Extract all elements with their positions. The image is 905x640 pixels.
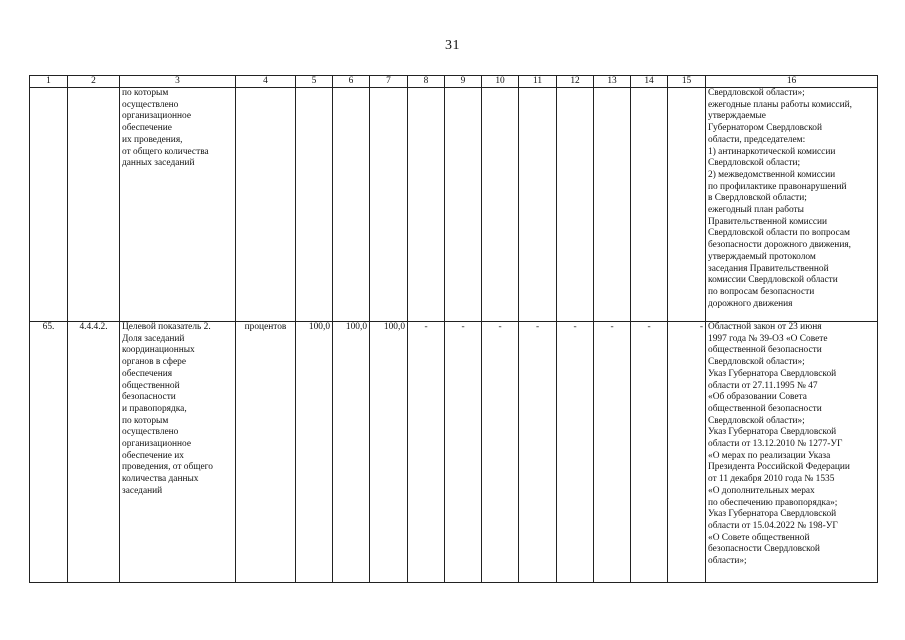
header-cell: 12: [557, 76, 594, 88]
value-cell: -: [668, 322, 706, 583]
value-cell: [594, 88, 631, 322]
value-cell: [519, 88, 557, 322]
value-cell: [631, 88, 668, 322]
table-row: [30, 88, 878, 322]
value-cell: [370, 88, 408, 322]
value-cell: 100,0: [370, 322, 408, 583]
value-cell: 100,0: [296, 322, 333, 583]
header-cell: 2: [68, 76, 120, 88]
page-number: 31: [445, 38, 460, 53]
header-cell: 4: [236, 76, 296, 88]
legal-source-cell: Областной закон от 23 июня 1997 года № 39-ОЗ «О Совете общественной безопасности Свердловской области»; Указ Губернатора Свердловской области от 27.11.1995 № 47 «Об образовании Совета общественной безопасности Свердловской области»; Указ Губернатора Свердловской области от 13.12.2010 № 1277-УГ «О мерах по реализации Указа Президента Российской Федерации от 11 декабря 2010 года № 1535 «О дополнительных мерах по обеспечению правопорядка»; Указ Губернатора Свердловской области от 15.04.2022 № 198-УГ «О Совете общественной безопасности Свердловской области»;: [706, 322, 878, 583]
header-cell: 15: [668, 76, 706, 88]
row-code-cell: 4.4.4.2.: [68, 322, 120, 583]
value-cell: -: [445, 322, 482, 583]
value-cell: [445, 88, 482, 322]
value-cell: [557, 88, 594, 322]
header-cell: 14: [631, 76, 668, 88]
table-row: [30, 322, 878, 583]
indicator-description-cell: Целевой показатель 2. Доля заседаний координационных органов в сфере обеспечения общественной безопасности и правопорядка, по которым осуществлено организационное обеспечение их проведения, от общего количества данных заседаний: [120, 322, 236, 583]
header-cell: 6: [333, 76, 370, 88]
value-cell: [333, 88, 370, 322]
header-cell: 8: [408, 76, 445, 88]
header-cell: 11: [519, 76, 557, 88]
header-cell: 9: [445, 76, 482, 88]
value-cell: [482, 88, 519, 322]
value-cell: [668, 88, 706, 322]
row-code-cell: [68, 88, 120, 322]
indicator-description-cell: по которым осуществлено организационное обеспечение их проведения, от общего количества данных заседаний: [120, 88, 236, 322]
value-cell: -: [557, 322, 594, 583]
unit-cell: процентов: [236, 322, 296, 583]
header-cell: 5: [296, 76, 333, 88]
legal-source-cell: Свердловской области»; ежегодные планы работы комиссий, утверждаемые Губернатором Свердловской области, председателем: 1) антинаркотической комиссии Свердловской области; 2) межведомственной комиссии по профилактике правонарушений в Свердловской области; ежегодный план работы Правительственной комиссии Свердловской области по вопросам безопасности дорожного движения, утверждаемый протоколом заседания Правительственной комиссии Свердловской области по вопросам безопасности дорожного движения: [706, 88, 878, 322]
value-cell: [296, 88, 333, 322]
header-cell: 1: [30, 76, 68, 88]
value-cell: -: [519, 322, 557, 583]
header-cell: 16: [706, 76, 878, 88]
header-cell: 7: [370, 76, 408, 88]
unit-cell: [236, 88, 296, 322]
value-cell: -: [631, 322, 668, 583]
header-cell: 3: [120, 76, 236, 88]
indicator-table: [29, 75, 878, 583]
value-cell: -: [408, 322, 445, 583]
value-cell: -: [482, 322, 519, 583]
value-cell: 100,0: [333, 322, 370, 583]
header-cell: 10: [482, 76, 519, 88]
value-cell: -: [594, 322, 631, 583]
header-row: [30, 76, 878, 88]
row-number-cell: [30, 88, 68, 322]
header-cell: 13: [594, 76, 631, 88]
value-cell: [408, 88, 445, 322]
row-number-cell: 65.: [30, 322, 68, 583]
